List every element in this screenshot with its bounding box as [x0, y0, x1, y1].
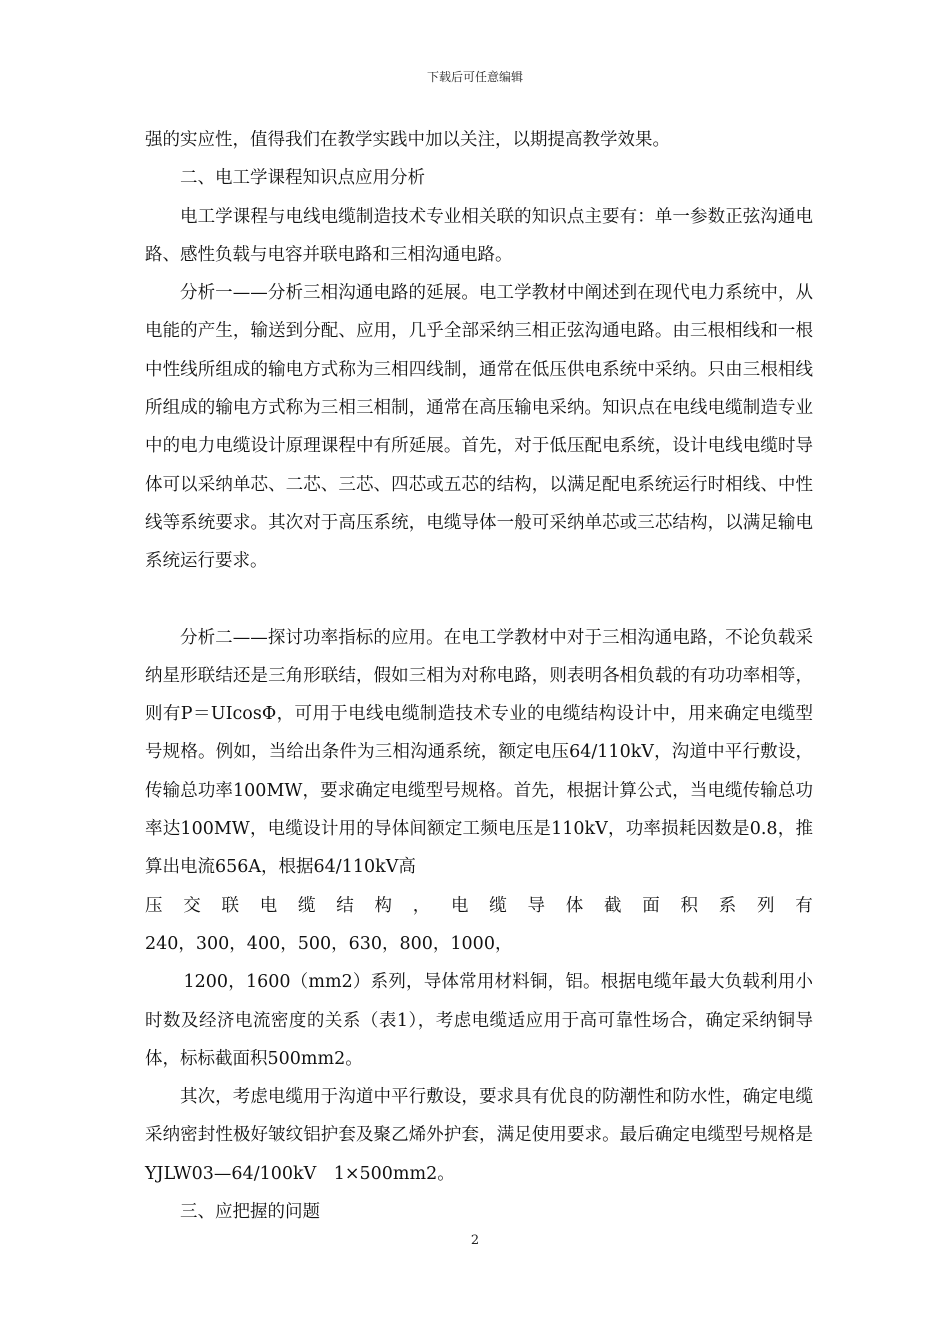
document-body — [145, 121, 813, 1231]
spread-char: 结 — [336, 895, 354, 916]
paragraph-analysis-2: 分析二——探讨功率指标的应用。在电工学教材中对于三相沟通电路，不论负载采纳星形联结还是三角形联结，假如三相为对称电路，则表明各相负载的有功功率相等，则有P＝UIcosΦ，可用于电线电缆制造技术专业的电缆结构设计中，用来确定电缆型号规格。例如，当给出条件为三相沟通系统，额定电压64/110kV，沟道中平行敷设，传输总功率100MW，要求确定电缆型号规格。首先，根据计算公式，当电缆传输总功率达100MW，电缆设计用的导体间额定工频电压是110kV，功率损耗因数是0.8，推算出电流656A，根据64/110kV高 — [145, 627, 813, 878]
spread-char: 系 — [718, 895, 737, 916]
spread-char: 交 — [183, 895, 201, 916]
paragraph-1: 强的实应性，值得我们在教学实践中加以关注，以期提高教学效果。 — [145, 130, 670, 150]
spread-char: 电 — [259, 895, 278, 916]
spread-char: 截 — [604, 895, 622, 916]
spread-char: 面 — [642, 895, 660, 916]
section-heading-3: 三、应把握的问题 — [180, 1202, 320, 1223]
paragraph-second: 其次，考虑电缆用于沟道中平行敷设，要求具有优良的防潮性和防水性，确定电缆采纳密封性极好皱纹铝护套及聚乙烯外护套，满足使用要求。最后确定电缆型号规格是YJLW03—64/100kV 1×500mm2。 — [145, 1087, 813, 1184]
blank-line — [145, 581, 813, 619]
spread-char: ， — [412, 895, 431, 916]
paragraph-analysis-1: 分析一——分析三相沟通电路的延展。电工学教材中阐述到在现代电力系统中，从电能的产生，输送到分配、应用，几乎全部采纳三相正弦沟通电路。由三根相线和一根中性线所组成的输电方式称为三相四线制，通常在低压供电系统中采纳。只由三根相线所组成的输电方式称为三相三相制，通常在高压输电采纳。知识点在电线电缆制造专业中的电力电缆设计原理课程中有所延展。首先，对于低压配电系统，设计电线电缆时导体可以采纳单芯、二芯、三芯、四芯或五芯的结构，以满足配电系统运行时相线、中性线等系统要求。其次对于高压系统，电缆导体一般可采纳单芯或三芯结构，以满足输电系统运行要求。 — [145, 283, 813, 572]
spread-char: 积 — [680, 895, 698, 916]
spread-char: 联 — [221, 895, 239, 916]
spread-char: 压 — [145, 895, 163, 916]
spread-char: 导 — [527, 895, 545, 916]
series-line: 240，300，400，500，630，800，1000， — [145, 933, 513, 954]
page-number: 2 — [470, 1233, 480, 1248]
page-header: 下载后可任意编辑 — [426, 70, 523, 84]
justified-line — [145, 887, 813, 925]
spread-char: 构 — [374, 895, 392, 916]
spread-char: 有 — [795, 895, 813, 916]
paragraph-3: 电工学课程与电线电缆制造技术专业相关联的知识点主要有：单一参数正弦沟通电路、感性负载与电容并联电路和三相沟通电路。 — [145, 206, 813, 265]
spread-char: 列 — [757, 895, 775, 916]
spread-char: 缆 — [298, 895, 316, 916]
spread-char: 体 — [565, 895, 584, 916]
spread-char: 缆 — [489, 895, 507, 916]
spread-char: 电 — [451, 895, 469, 916]
section-heading-2: 二、电工学课程知识点应用分析 — [180, 168, 425, 189]
paragraph-continued: 1200，1600（mm2）系列，导体常用材料铜，铝。根据电缆年最大负载利用小时数及经济电流密度的关系（表1），考虑电缆适应用于高可靠性场合，确定采纳铜导体，标标截面积500mm2。 — [145, 972, 813, 1069]
